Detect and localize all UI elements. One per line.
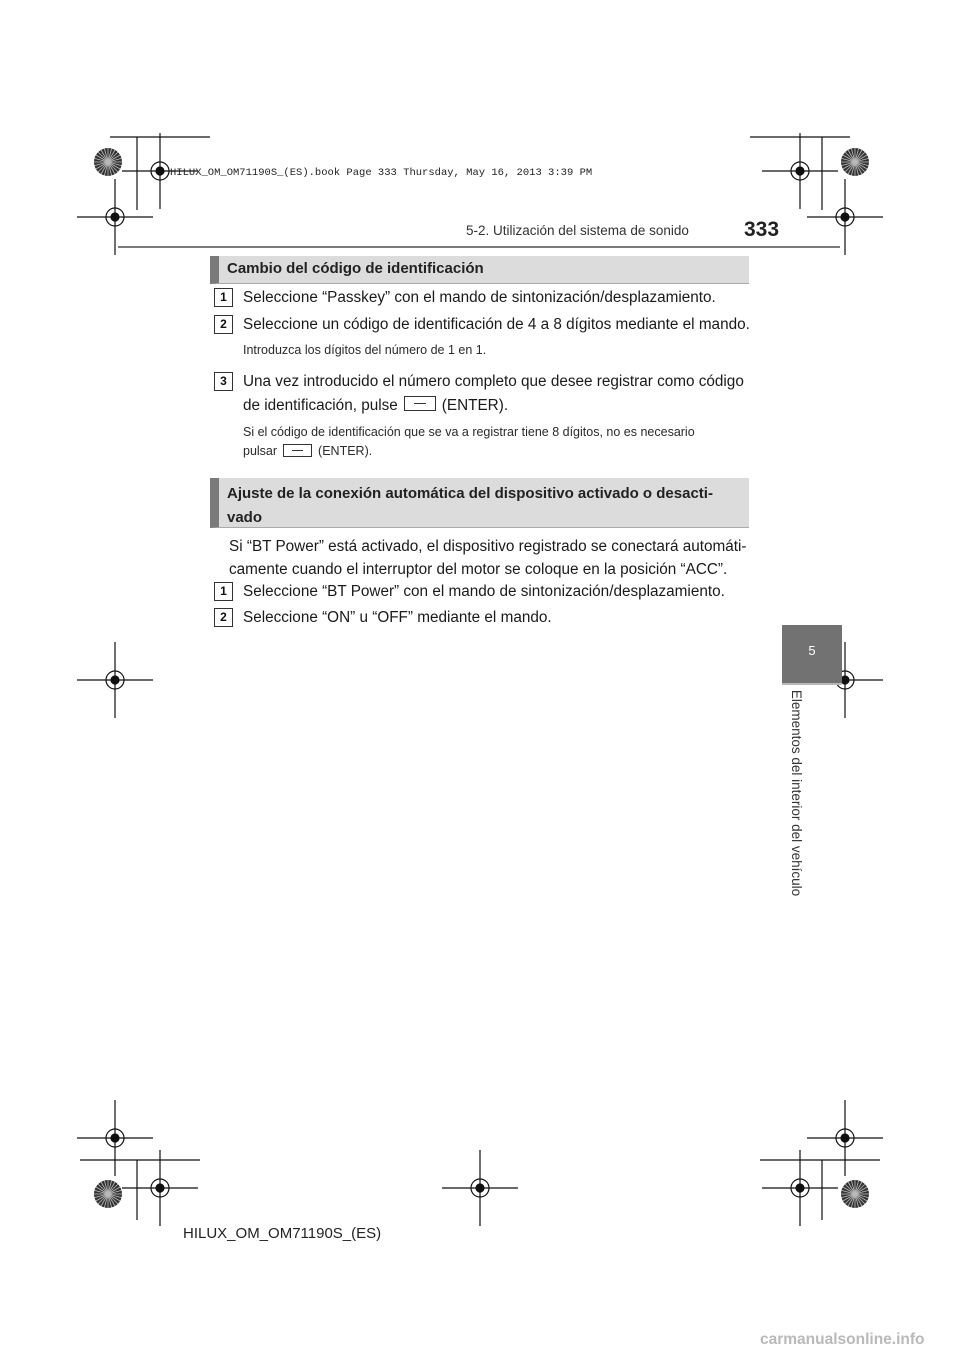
note-text-before-button: pulsar — [243, 444, 278, 458]
chapter-tab: 5 — [782, 625, 842, 683]
step-note-line1: Si el código de identificación que se va a registrar tiene 8 dígitos, no es necesario — [243, 425, 695, 439]
step-number-badge: 2 — [214, 608, 233, 627]
section-heading-id-code: Cambio del código de identificación — [210, 256, 749, 284]
heading-line2: vado — [227, 509, 263, 526]
registration-crosshair — [77, 179, 153, 255]
section-heading-auto-connect — [210, 478, 749, 528]
step-text-before-button: de identificación, pulse — [243, 397, 398, 414]
step-text: Seleccione “BT Power” con el mando de sintonización/desplazamiento. — [243, 583, 725, 600]
step-text: Seleccione “Passkey” con el mando de sintonización/desplazamiento. — [243, 289, 716, 306]
registration-crosshair — [77, 642, 153, 718]
step-note: Introduzca los dígitos del número de 1 en 1. — [243, 343, 487, 357]
heading-line1: Ajuste de la conexión automática del dispositivo activado o desacti- — [227, 485, 713, 502]
enter-button-icon — [404, 396, 436, 411]
running-header-section-title: 5-2. Utilización del sistema de sonido — [466, 223, 689, 238]
manual-code: HILUX_OM_OM71190S_(ES) — [183, 1225, 382, 1242]
registration-rosette — [94, 1180, 122, 1208]
step-number-badge: 2 — [214, 315, 233, 334]
registration-crosshair — [762, 1150, 838, 1226]
chapter-label: Elementos del interior del vehículo — [789, 689, 804, 897]
registration-rosette — [841, 148, 869, 176]
step-text-line2 — [243, 397, 508, 415]
step-text: Seleccione “ON” u “OFF” mediante el mando. — [243, 609, 552, 626]
watermark: carmanualsonline.info — [760, 1331, 925, 1348]
registration-crosshair — [807, 179, 883, 255]
step-text: Seleccione un código de identificación de 4 a 8 dígitos mediante el mando. — [243, 316, 750, 333]
step-number-badge: 1 — [214, 288, 233, 307]
registration-crosshair — [77, 1100, 153, 1176]
registration-crosshair — [762, 133, 838, 209]
print-stamp: HILUX_OM_OM71190S_(ES).book Page 333 Thursday, May 16, 2013 3:39 PM — [170, 167, 593, 179]
note-text-after-button: (ENTER). — [318, 444, 373, 458]
step-note-line2 — [243, 444, 372, 458]
step-number-badge: 3 — [214, 372, 233, 391]
page-number: 333 — [744, 218, 780, 241]
header-rule — [118, 246, 840, 248]
registration-crosshair — [122, 1150, 198, 1226]
registration-rosette — [841, 1180, 869, 1208]
intro-text-line2: camente cuando el interruptor del motor se coloque en la posición “ACC”. — [229, 561, 728, 578]
registration-crosshair — [807, 1100, 883, 1176]
intro-text-line1: Si “BT Power” está activado, el dispositivo registrado se conectará automáti- — [229, 538, 747, 555]
registration-rosette — [94, 148, 122, 176]
registration-crosshair — [442, 1150, 518, 1226]
step-text-line1: Una vez introducido el número completo que desee registrar como código — [243, 373, 744, 390]
step-text-after-button: (ENTER). — [441, 397, 509, 414]
step-number-badge: 1 — [214, 582, 233, 601]
enter-button-icon — [283, 444, 312, 457]
